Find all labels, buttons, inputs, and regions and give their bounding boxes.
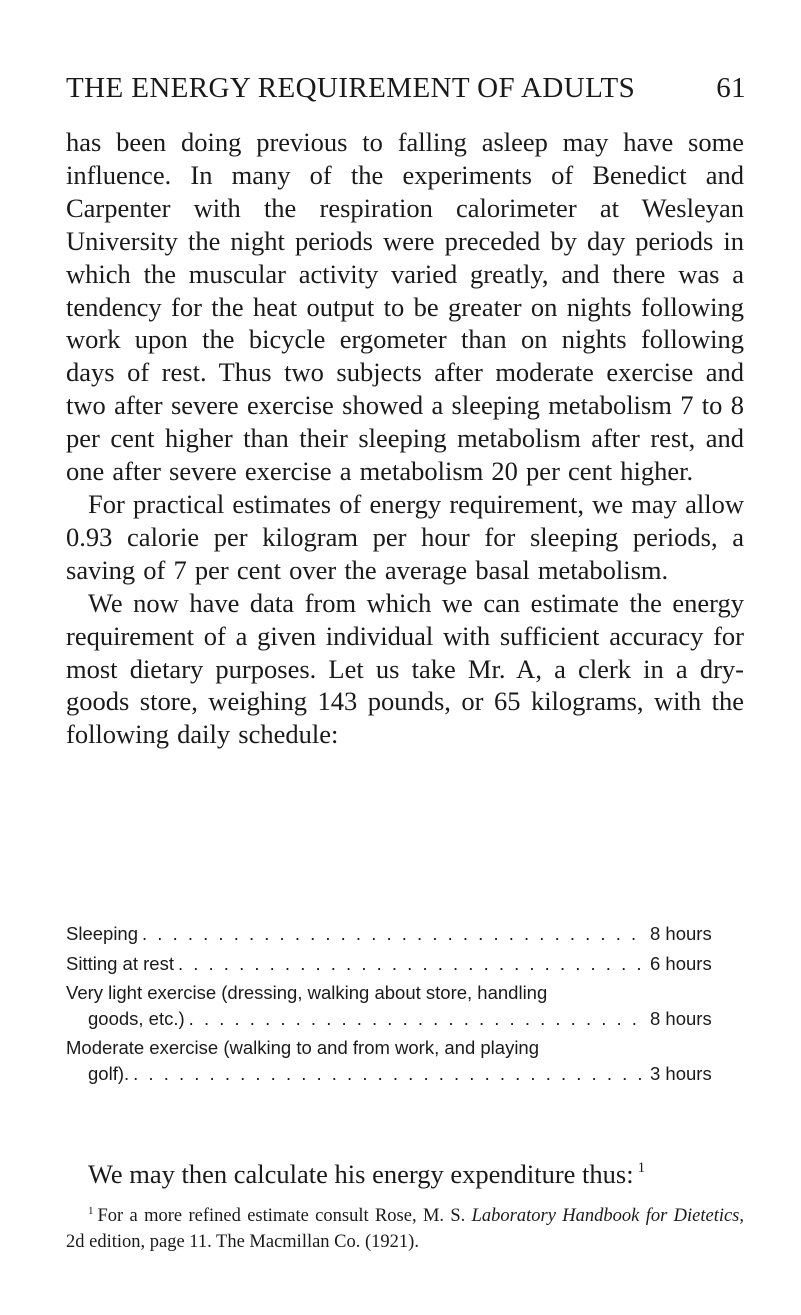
footnote-marker: 1 — [88, 1205, 94, 1217]
schedule-duration: 6 hours — [650, 952, 712, 974]
footnote-reference: 1 — [637, 1160, 646, 1176]
leader-dots — [178, 951, 646, 977]
leader-dots — [189, 1006, 646, 1032]
footnote — [66, 1203, 744, 1255]
schedule-activity: Sleeping — [66, 923, 139, 944]
running-title: THE ENERGY REQUIREMENT OF ADULTS — [66, 72, 636, 104]
paragraph: We now have data from which we can estimate the energy requirement of a given individual with sufficient accuracy for most dietary purposes. Let us take Mr. A, a clerk in a dry-goods store, weighing 143 pounds, or 65 kilograms, with the following daily schedule: — [66, 587, 744, 750]
closing-text — [66, 1158, 744, 1191]
footnote-text-tail: , 2d edition, page 11. The Macmillan Co. (1921). — [66, 1206, 745, 1252]
schedule-activity: Sitting at rest — [66, 952, 174, 974]
footnote-text: For a more refined estimate consult Rose, M. S. — [97, 1206, 466, 1226]
schedule-row — [66, 921, 746, 947]
paragraph: For practical estimates of energy requirement, we may allow 0.93 calorie per kilogram per hour for sleeping periods, a saving of 7 per cent over the average basal metabolism. — [66, 488, 744, 585]
paragraph — [66, 1158, 744, 1191]
page-number: 61 — [716, 72, 746, 104]
footnote-book-title: Laboratory Handbook for Dietetics — [471, 1206, 740, 1226]
schedule-duration: 8 hours — [650, 1007, 712, 1029]
body-text — [66, 126, 744, 751]
schedule-row — [66, 951, 746, 977]
schedule-duration: 3 hours — [650, 1062, 712, 1084]
schedule-activity-continuation: golf). — [88, 1062, 130, 1084]
daily-schedule — [66, 921, 746, 1086]
schedule-activity: Very light exercise (dressing, walking about store, handling — [66, 982, 548, 1003]
schedule-row — [66, 1035, 746, 1086]
schedule-row — [66, 980, 746, 1031]
closing-sentence: We may then calculate his energy expenditure thus: — [88, 1159, 634, 1189]
schedule-duration: 8 hours — [650, 923, 712, 944]
running-head — [66, 70, 746, 106]
schedule-activity: Moderate exercise (walking to and from work, and playing — [66, 1037, 540, 1058]
paragraph: has been doing previous to falling asleep may have some influence. In many of the experiments of Benedict and Carpenter with the respiration calorimeter at Wesleyan University the night periods were preceded by day periods in which the muscular activity varied greatly, and there was a tendency for the heat output to be greater on nights following work upon the bicycle ergometer than on nights following days of rest. Thus two subjects after moderate exercise and two after severe exercise showed a sleeping metabolism 7 to 8 per cent higher than their sleeping metabolism after rest, and one after severe exercise a metabolism 20 per cent higher. — [66, 127, 744, 487]
leader-dots — [142, 921, 646, 947]
schedule-activity-continuation: goods, etc.) — [88, 1007, 185, 1029]
leader-dots — [133, 1061, 646, 1087]
